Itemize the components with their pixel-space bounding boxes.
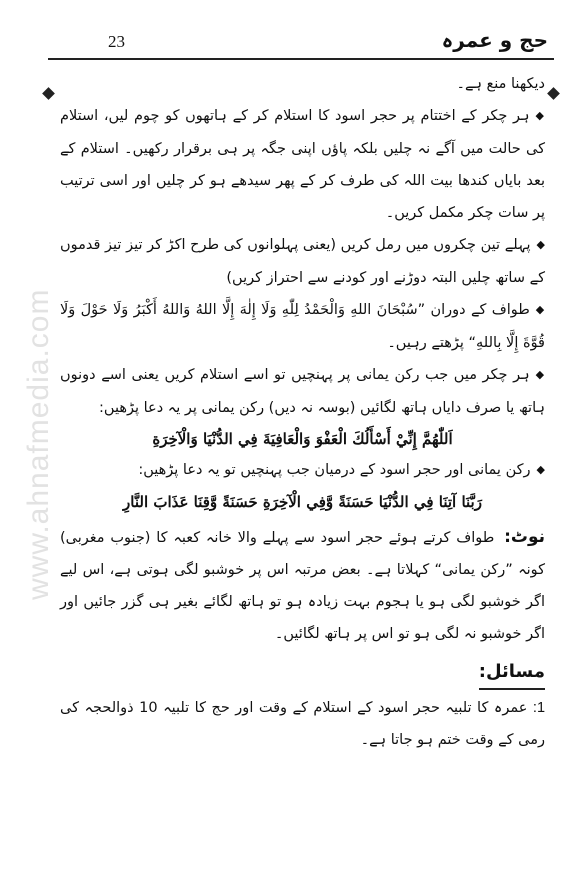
- header-rule: [48, 58, 554, 60]
- note-text: طواف کرتے ہوئے حجر اسود سے پہلے والا خانہ کعبہ کا (جنوب مغربی) کونہ ”رکن یمانی“ کہلاتا ہے۔ بعض مرتبہ اس پر خوشبو لگی ہوتی ہے، اس لیے اگر خوشبو لگی ہو یا ہجوم بہت زیادہ ہو تو ہاتھ لگائے بغیر ہی گزر جائیں اور اگر خوشبو نہ لگی ہو تو اس پر ہاتھ لگائیں۔: [60, 530, 545, 642]
- note-label: نوٹ:: [504, 527, 545, 547]
- page-header: [48, 22, 554, 58]
- item-text: عمرہ کا تلبیہ حجر اسود کے استلام کے وقت اور حج کا تلبیہ 10 ذوالحجہ کی رمی کے وقت ختم ہو جاتا ہے۔: [60, 700, 545, 748]
- bullet-item: [60, 294, 545, 359]
- page-number: 23: [108, 32, 125, 51]
- bullet-item: [60, 454, 545, 487]
- note-paragraph: [60, 521, 545, 650]
- paragraph: دیکھنا منع ہے۔: [456, 76, 545, 92]
- bullet-item: [60, 359, 545, 424]
- bullet-item: [60, 100, 545, 229]
- bullet-text: ہر چکر کے اختتام پر حجر اسود کا استلام کر کے ہاتھوں کو چوم لیں، استلام کی حالت میں آگے نہ چلیں بلکہ پاؤں اپنی جگہ پر ہی برقرار رکھیں۔ استلام کے بعد بایاں کندھا بیت اللہ کی طرف کر کے پھر سیدھے ہو کر چلیں اور اسی ترتیب پر سات چکر مکمل کریں۔: [60, 108, 545, 221]
- numbered-item: [60, 692, 545, 756]
- running-title: حج و عمرہ: [441, 28, 548, 52]
- dua-text: اَللّٰهُمَّ إِنِّيْ أَسْأَلُكَ الْعَفْوَ وَالْعَافِيَةَ فِي الدُّنْيَا وَالْآخِرَةِ: [152, 430, 453, 448]
- page-body: [60, 68, 545, 756]
- bullet-text: رکن یمانی اور حجر اسود کے درمیان جب پہنچیں تو یہ دعا پڑھیں:: [138, 462, 531, 478]
- dua-text: رَبَّنَا آتِنَا فِي الدُّنْيَا حَسَنَةً وَّفِي الْآخِرَةِ حَسَنَةً وَّقِنَا عَذَابَ النَّارِ: [123, 493, 482, 511]
- bullet-text: ہر چکر میں جب رکن یمانی پر پہنچیں تو اسے استلام کریں یعنی اسے دونوں ہاتھ یا صرف دایاں ہاتھ لگائیں (بوسہ نہ دیں) رکن یمانی پر یہ دعا پڑھیں:: [60, 367, 545, 416]
- bullet-text: طواف کے دوران ”سُبْحَانَ اللهِ وَالْحَمْدُ لِلّٰهِ وَلَا إِلٰهَ إِلَّا اللهُ وَاللهُ أَكْبَرُ وَلَا حَوْلَ وَلَا قُوَّةَ إِلَّا بِاللهِ“ پڑھتے رہیں۔: [60, 302, 545, 351]
- section-heading-wrap: [60, 650, 545, 692]
- section-heading: مسائل:: [479, 656, 545, 690]
- watermark: www.ahnafmedia.com: [22, 288, 55, 600]
- diamond-ornament-icon: [547, 87, 560, 100]
- bullet-text: پہلے تین چکروں میں رمل کریں (یعنی پہلوانوں کی طرح اکڑ کر تیز تیز قدموں کے ساتھ چلیں البتہ دوڑنے اور کودنے سے احتراز کریں): [60, 237, 545, 286]
- diamond-ornament-icon: [42, 87, 55, 100]
- item-number: 1:: [532, 700, 546, 716]
- bullet-item: [60, 229, 545, 294]
